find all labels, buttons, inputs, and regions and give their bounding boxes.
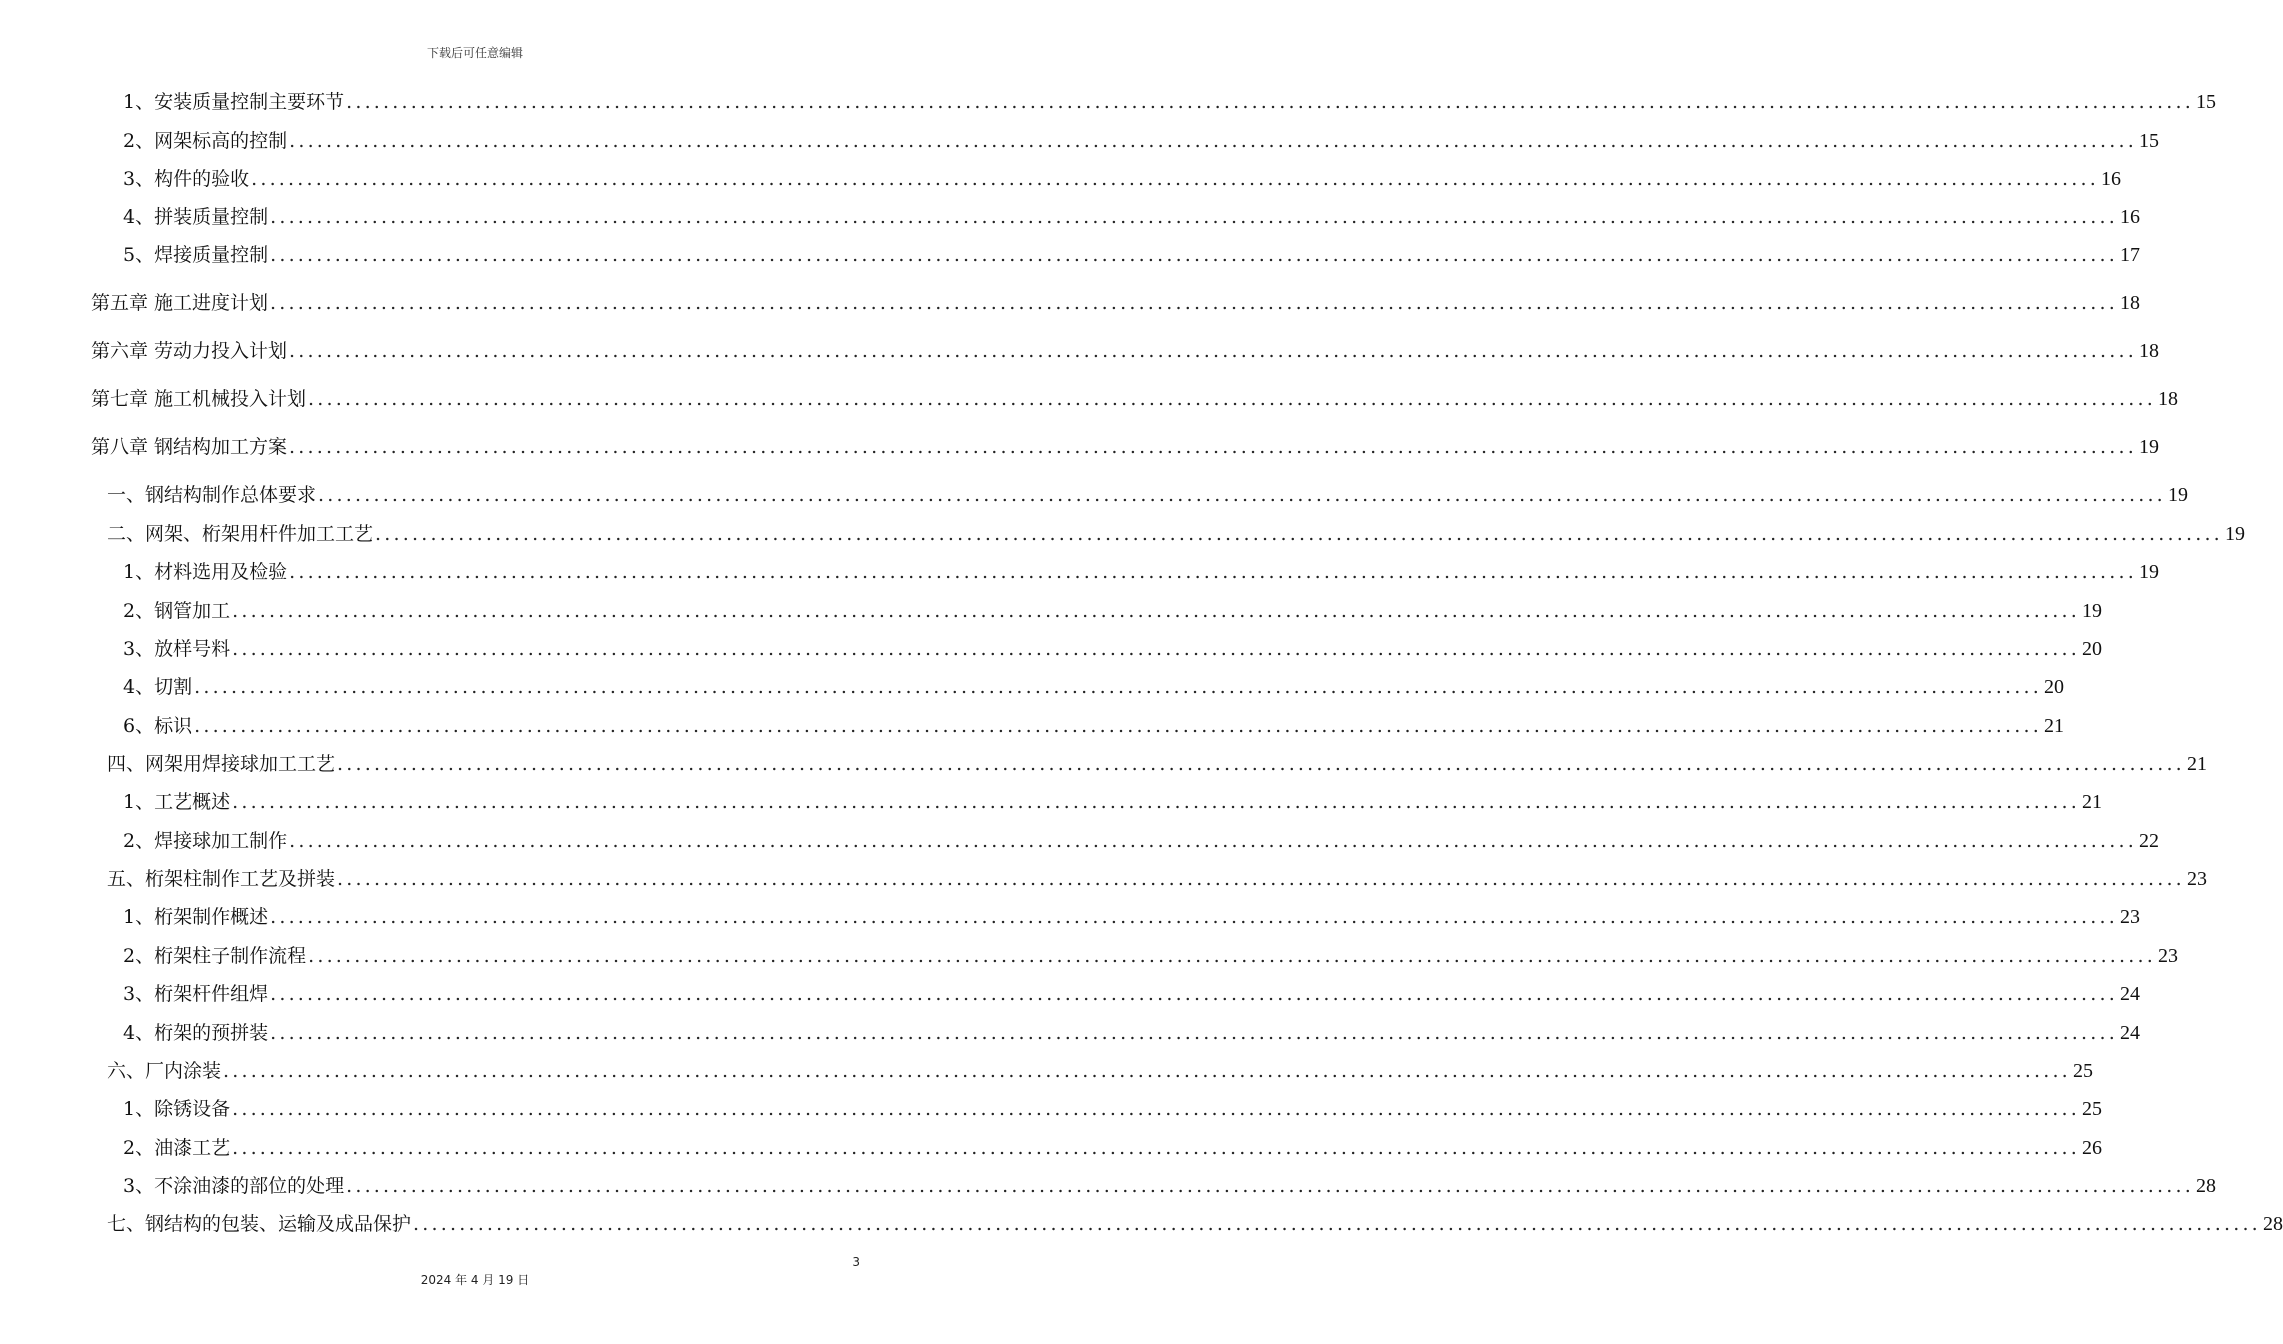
toc-entry-title: 四、网架用焊接球加工工艺 <box>107 753 336 775</box>
toc-leader-dots: ........................................................................................................................................................................................................ <box>194 715 2043 737</box>
toc-entry-title: 1、桁架制作概述 <box>123 906 269 928</box>
toc-entry <box>123 903 2141 931</box>
toc-entry <box>107 750 2207 778</box>
toc-entry <box>123 1134 2103 1162</box>
toc-entry-title: 第八章 钢结构加工方案 <box>91 436 288 458</box>
toc-entry-page: 23 <box>2120 906 2141 928</box>
toc-entry-title: 4、桁架的预拼装 <box>123 1022 269 1044</box>
toc-entry-title: 2、钢管加工 <box>123 600 231 622</box>
toc-entry-title: 2、焊接球加工制作 <box>123 830 288 852</box>
toc-entry-title: 1、材料选用及检验 <box>123 561 288 583</box>
toc-leader-dots: ........................................................................................................................................................................................................ <box>251 168 2100 190</box>
toc-entry-title: 3、构件的验收 <box>123 168 250 190</box>
toc-leader-dots: ........................................................................................................................................................................................................ <box>337 868 2185 890</box>
toc-entry <box>107 865 2207 893</box>
toc-entry <box>107 1057 2093 1085</box>
toc-entry-page: 26 <box>2082 1137 2103 1159</box>
toc-entry <box>123 827 2160 855</box>
toc-leader-dots: ........................................................................................................................................................................................................ <box>232 791 2081 813</box>
toc-entry <box>123 673 2065 701</box>
toc-entry-title: 七、钢结构的包装、运输及成品保护 <box>107 1213 412 1235</box>
toc-leader-dots: ........................................................................................................................................................................................................ <box>270 906 2119 928</box>
toc-entry <box>123 635 2103 663</box>
toc-leader-dots: ........................................................................................................................................................................................................ <box>289 436 2137 458</box>
toc-leader-dots: ........................................................................................................................................................................................................ <box>232 600 2081 622</box>
toc-entry <box>107 520 2245 548</box>
toc-entry-page: 23 <box>2158 945 2179 967</box>
toc-entry-page: 23 <box>2186 868 2207 890</box>
toc-entry-title: 1、除锈设备 <box>123 1098 231 1120</box>
toc-leader-dots: ........................................................................................................................................................................................................ <box>232 1137 2081 1159</box>
toc-entry-title: 一、钢结构制作总体要求 <box>107 484 317 506</box>
toc-entry-title: 2、桁架柱子制作流程 <box>123 945 307 967</box>
toc-entry <box>123 980 2141 1008</box>
toc-entry-title: 3、不涂油漆的部位的处理 <box>123 1175 345 1197</box>
toc-entry-title: 五、桁架柱制作工艺及拼装 <box>107 868 336 890</box>
toc-leader-dots: ........................................................................................................................................................................................................ <box>289 130 2138 152</box>
toc-entry-page: 22 <box>2139 830 2160 852</box>
toc-leader-dots: ........................................................................................................................................................................................................ <box>270 292 2118 314</box>
toc-entry-page: 19 <box>2139 561 2160 583</box>
toc-entry-page: 24 <box>2120 1022 2141 1044</box>
toc-entry-title: 5、焊接质量控制 <box>123 244 269 266</box>
toc-entry-page: 25 <box>2082 1098 2103 1120</box>
toc-entry-page: 20 <box>2044 676 2065 698</box>
toc-entry <box>123 1095 2103 1123</box>
toc-entry <box>123 558 2160 586</box>
toc-entry-page: 15 <box>2139 130 2160 152</box>
toc-entry-title: 1、工艺概述 <box>123 791 231 813</box>
toc-entry-page: 21 <box>2044 715 2065 737</box>
toc-leader-dots: ........................................................................................................................................................................................................ <box>270 244 2119 266</box>
toc-leader-dots: ........................................................................................................................................................................................................ <box>232 638 2081 660</box>
toc-entry <box>91 337 2159 365</box>
page-number: 3 <box>852 1255 860 1269</box>
toc-entry <box>123 788 2103 816</box>
toc-entry-page: 16 <box>2120 206 2141 228</box>
toc-leader-dots: ........................................................................................................................................................................................................ <box>223 1060 2071 1082</box>
toc-entry-page: 18 <box>2138 340 2159 362</box>
page-header: 下载后可任意编辑 <box>426 46 523 60</box>
toc-entry-page: 15 <box>2196 91 2217 113</box>
toc-entry-page: 19 <box>2082 600 2103 622</box>
toc-leader-dots: ........................................................................................................................................................................................................ <box>308 388 2156 410</box>
toc-entry <box>91 289 2140 317</box>
toc-entry <box>123 712 2065 740</box>
toc-entry <box>123 597 2103 625</box>
toc-entry <box>107 481 2188 509</box>
toc-entry-page: 21 <box>2082 791 2103 813</box>
toc-entry-page: 17 <box>2120 244 2141 266</box>
toc-entry <box>123 165 2122 193</box>
toc-entry-page: 24 <box>2120 983 2141 1005</box>
toc-leader-dots: ........................................................................................................................................................................................................ <box>318 484 2166 506</box>
toc-entry-title: 3、放样号料 <box>123 638 231 660</box>
toc-entry <box>91 385 2178 413</box>
toc-entry-title: 第七章 施工机械投入计划 <box>91 388 307 410</box>
toc-leader-dots: ........................................................................................................................................................................................................ <box>232 1098 2081 1120</box>
toc-entry-page: 19 <box>2167 484 2188 506</box>
toc-entry-title: 六、厂内涂装 <box>107 1060 222 1082</box>
toc-entry-title: 4、切割 <box>123 676 193 698</box>
toc-leader-dots: ........................................................................................................................................................................................................ <box>289 561 2138 583</box>
toc-entry-page: 18 <box>2119 292 2140 314</box>
toc-entry-page: 16 <box>2101 168 2122 190</box>
toc-leader-dots: ........................................................................................................................................................................................................ <box>270 1022 2119 1044</box>
toc-entry <box>91 433 2159 461</box>
page-footer-date: 2024 年 4 月 19 日 <box>420 1273 530 1287</box>
toc-leader-dots: ........................................................................................................................................................................................................ <box>194 676 2043 698</box>
toc-entry-title: 2、网架标高的控制 <box>123 130 288 152</box>
toc-entry-page: 19 <box>2224 523 2245 545</box>
toc-entry <box>123 241 2141 269</box>
toc-entry <box>123 203 2141 231</box>
toc-leader-dots: ........................................................................................................................................................................................................ <box>375 523 2223 545</box>
toc-entry-title: 第六章 劳动力投入计划 <box>91 340 288 362</box>
toc-entry <box>123 942 2179 970</box>
toc-entry-title: 二、网架、桁架用杆件加工工艺 <box>107 523 374 545</box>
toc-entry-page: 20 <box>2082 638 2103 660</box>
toc-leader-dots: ........................................................................................................................................................................................................ <box>289 830 2138 852</box>
toc-entry-page: 19 <box>2138 436 2159 458</box>
toc-leader-dots: ........................................................................................................................................................................................................ <box>270 983 2119 1005</box>
toc-entry-title: 3、桁架杆件组焊 <box>123 983 269 1005</box>
toc-entry-page: 18 <box>2157 388 2178 410</box>
toc-entry <box>123 1019 2141 1047</box>
toc-leader-dots: ........................................................................................................................................................................................................ <box>337 753 2185 775</box>
toc-entry-title: 1、安装质量控制主要环节 <box>123 91 345 113</box>
toc-entry-title: 6、标识 <box>123 715 193 737</box>
toc-leader-dots: ........................................................................................................................................................................................................ <box>308 945 2157 967</box>
toc-entry <box>123 88 2217 116</box>
toc-entry-title: 2、油漆工艺 <box>123 1137 231 1159</box>
toc-entry-page: 21 <box>2186 753 2207 775</box>
toc-entry-title: 第五章 施工进度计划 <box>91 292 269 314</box>
toc-leader-dots: ........................................................................................................................................................................................................ <box>270 206 2119 228</box>
toc-entry <box>107 1210 2283 1238</box>
toc-leader-dots: ........................................................................................................................................................................................................ <box>289 340 2137 362</box>
toc-leader-dots: ........................................................................................................................................................................................................ <box>413 1213 2261 1235</box>
toc-entry-title: 4、拼装质量控制 <box>123 206 269 228</box>
toc-entry-page: 28 <box>2262 1213 2283 1235</box>
toc-entry <box>123 127 2160 155</box>
toc-leader-dots: ........................................................................................................................................................................................................ <box>346 91 2195 113</box>
toc-entry-page: 25 <box>2072 1060 2093 1082</box>
toc-entry-page: 28 <box>2196 1175 2217 1197</box>
toc-leader-dots: ........................................................................................................................................................................................................ <box>346 1175 2195 1197</box>
toc-entry <box>123 1172 2217 1200</box>
